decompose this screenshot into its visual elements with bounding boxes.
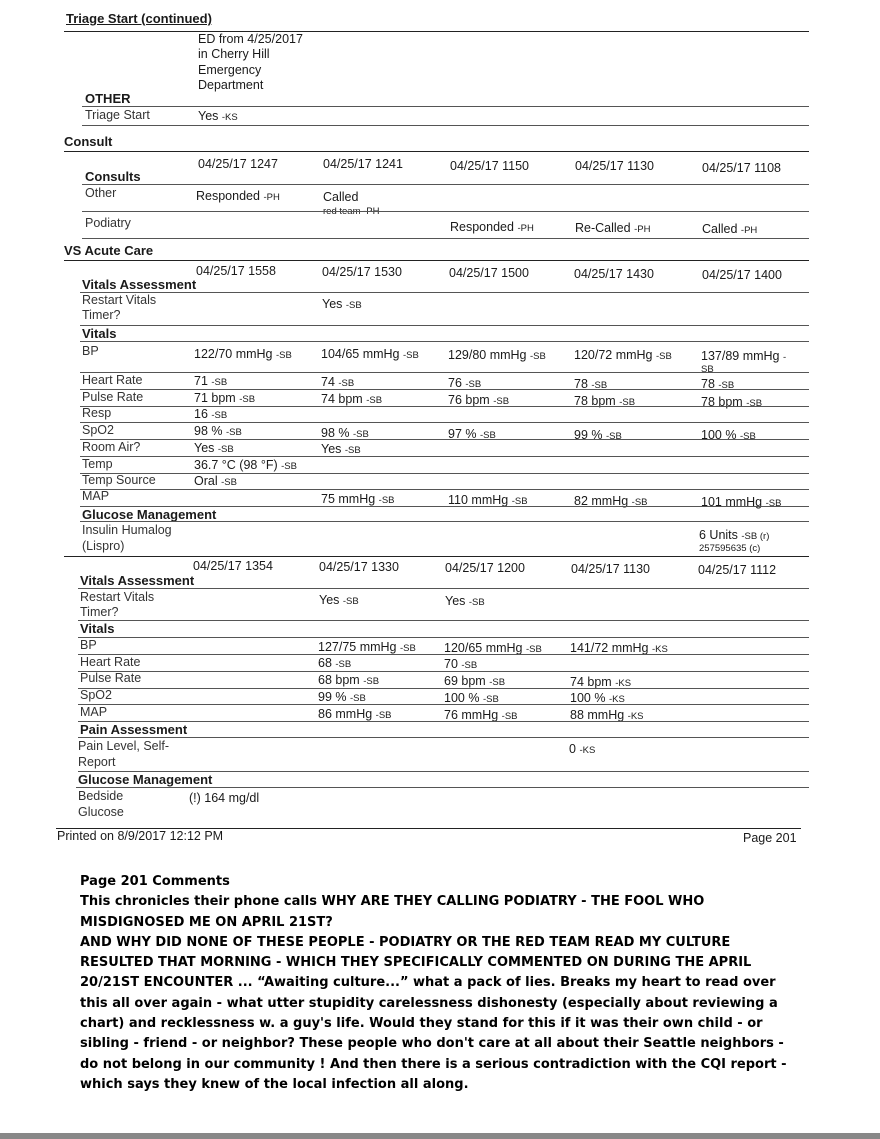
spo2-value: 99 % -SB (574, 428, 622, 442)
restart-vitals-label: Restart Vitals (80, 590, 155, 604)
glucose-subheading: Glucose Management (78, 772, 213, 787)
pulse-rate-value: 69 bpm -SB (444, 674, 506, 688)
pain-subheading: Pain Assessment (80, 722, 188, 737)
spo2-value: 99 % -SB (318, 690, 366, 704)
map-value: 101 mmHg -SB (701, 495, 782, 509)
bedside-glucose-label: Bedside (78, 789, 124, 803)
room-air-value: Yes -SB (321, 442, 361, 456)
heart-rate-value: 76 -SB (448, 376, 482, 390)
podiatry-value: Called -PH (702, 222, 758, 236)
bp-value: 104/65 mmHg -SB (321, 347, 419, 361)
vs-date: 04/25/17 1200 (445, 561, 525, 575)
other-subheading: OTHER (85, 91, 131, 106)
map-value: 88 mmHg -KS (570, 708, 644, 722)
pulse-rate-label: Pulse Rate (82, 390, 144, 404)
vs-date: 04/25/17 1112 (698, 563, 777, 577)
comments-paragraph: This chronicles their phone calls WHY ARE THEY CALLING PODIATRY - THE FOOL WHO MISDIGNOSED ME ON APRIL 21ST? (80, 894, 705, 930)
heart-rate-value: 78 -SB (574, 377, 608, 391)
pulse-rate-value: 68 bpm -SB (318, 673, 380, 687)
restart-vitals-value: Yes -SB (322, 297, 362, 311)
podiatry-value: Re-Called -PH (575, 221, 651, 235)
map-value: 110 mmHg -SB (448, 493, 528, 507)
scan-bottom-edge (0, 1133, 880, 1139)
pain-level-value: 0 -KS (569, 742, 596, 756)
temp-source-label: Temp Source (82, 473, 156, 487)
pulse-rate-value: 76 bpm -SB (448, 393, 510, 407)
room-air-label: Room Air? (82, 440, 141, 454)
bp-value: 120/65 mmHg -SB (444, 641, 542, 655)
ed-line: Department (198, 78, 264, 92)
vs-date: 04/25/17 1430 (574, 267, 654, 281)
vs-date: 04/25/17 1330 (319, 560, 399, 574)
consult-other-note: red team -PH (323, 206, 380, 217)
spo2-value: 98 % -SB (194, 424, 242, 438)
vs-date: 04/25/17 1130 (571, 562, 651, 576)
insulin-value: 6 Units -SB (r) (699, 528, 770, 542)
vitals-assessment-subheading: Vitals Assessment (82, 277, 197, 292)
bp-value: 122/70 mmHg -SB (194, 347, 292, 361)
vitals-assessment-subheading: Vitals Assessment (80, 573, 195, 588)
consult-other-value: Called (323, 190, 359, 204)
vs-date: 04/25/17 1354 (193, 559, 273, 573)
page-number: Page 201 (743, 831, 797, 845)
comments-title: Page 201 Comments (80, 874, 230, 889)
consult-date: 04/25/17 1108 (702, 161, 782, 175)
bp-value: 129/80 mmHg -SB (448, 348, 546, 362)
bedside-glucose-value: (!) 164 mg/dl (189, 791, 260, 805)
restart-vitals-value: Yes -SB (319, 593, 359, 607)
vs-date: 04/25/17 1400 (702, 268, 782, 282)
pulse-rate-value: 71 bpm -SB (194, 391, 256, 405)
spo2-value: 100 % -SB (701, 428, 756, 442)
restart-vitals-label: Restart Vitals (82, 293, 157, 307)
heart-rate-value: 70 -SB (444, 657, 478, 671)
pulse-rate-label: Pulse Rate (80, 671, 142, 685)
consult-date: 04/25/17 1247 (198, 157, 278, 171)
restart-vitals-label: Timer? (80, 605, 119, 619)
pulse-rate-value: 78 bpm -SB (574, 394, 636, 408)
heart-rate-label: Heart Rate (80, 655, 141, 669)
map-value: 82 mmHg -SB (574, 494, 648, 508)
vs-date: 04/25/17 1530 (322, 265, 402, 279)
temp-label: Temp (82, 457, 113, 471)
restart-vitals-label: Timer? (82, 308, 121, 322)
vitals-subheading: Vitals (82, 326, 117, 341)
map-label: MAP (80, 705, 108, 719)
pulse-rate-value: 74 bpm -KS (570, 675, 632, 689)
spo2-value: 97 % -SB (448, 427, 496, 441)
spo2-value: 98 % -SB (321, 426, 369, 440)
triage-section-title: Triage Start (continued) (66, 11, 212, 26)
spo2-label: SpO2 (80, 688, 112, 702)
insulin-note: 257595635 (c) (699, 543, 761, 554)
bp-value: 141/72 mmHg -KS (570, 641, 668, 655)
ed-line: in Cherry Hill (198, 47, 270, 61)
map-value: 75 mmHg -SB (321, 492, 395, 506)
bp-label: BP (82, 344, 99, 358)
consult-date: 04/25/17 1130 (575, 159, 655, 173)
triage-start-value: Yes -KS (198, 109, 238, 123)
glucose-subheading: Glucose Management (82, 507, 217, 522)
pain-level-label: Report (78, 755, 116, 769)
map-label: MAP (82, 489, 110, 503)
consults-subheading: Consults (85, 169, 141, 184)
temp-source-value: Oral -SB (194, 474, 237, 488)
spo2-label: SpO2 (82, 423, 114, 437)
consult-other-label: Other (85, 186, 117, 200)
insulin-label: (Lispro) (82, 539, 125, 553)
vs-section-title: VS Acute Care (64, 243, 154, 258)
resp-label: Resp (82, 406, 112, 420)
page-comments (80, 872, 800, 1095)
heart-rate-value: 78 -SB (701, 377, 735, 391)
consult-date: 04/25/17 1150 (450, 159, 530, 173)
map-value: 76 mmHg -SB (444, 708, 518, 722)
pain-level-label: Pain Level, Self- (78, 739, 170, 753)
triage-start-label: Triage Start (85, 108, 150, 122)
bedside-glucose-label: Glucose (78, 805, 124, 819)
temp-value: 36.7 °C (98 °F) -SB (194, 458, 297, 472)
restart-vitals-value: Yes -SB (445, 594, 485, 608)
spo2-value: 100 % -SB (444, 691, 499, 705)
heart-rate-value: 74 -SB (321, 375, 355, 389)
bp-value: 127/75 mmHg -SB (318, 640, 416, 654)
comments-paragraph: AND WHY DID NONE OF THESE PEOPLE - PODIATRY OR THE RED TEAM READ MY CULTURE RESULTED THAT MORNING - WHICH THEY SPECIFICALLY COMMENTED ON DURING THE APRIL 20/21ST ENCOUNTER ... “Awaiting culture...” what a pack of lies. Breaks my heart to read over this all over again - what utter stupidity carelessness dishonesty (especially about reviewing a chart) and recklessness w. a guy's life. Would they stand for this if it was their own child - or sibling - friend - or neighbor? These people who don't care at all about their Seattle neighbors - do not belong in our community ! And then there is a serious contradiction with the CQI report - which says they knew of the local infection all along. (80, 934, 787, 1092)
printed-date: Printed on 8/9/2017 12:12 PM (57, 829, 224, 843)
spo2-value: 100 % -KS (570, 691, 625, 705)
consult-other-value: Responded -PH (196, 189, 280, 203)
consult-date: 04/25/17 1241 (323, 157, 403, 171)
heart-rate-value: 71 -SB (194, 374, 228, 388)
vs-date: 04/25/17 1500 (449, 266, 529, 280)
podiatry-value: Responded -PH (450, 220, 534, 234)
resp-value: 16 -SB (194, 407, 228, 421)
heart-rate-label: Heart Rate (82, 373, 143, 387)
vs-date: 04/25/17 1558 (196, 264, 276, 278)
vitals-subheading: Vitals (80, 621, 115, 636)
pulse-rate-value: 78 bpm -SB (701, 395, 763, 409)
bp-value: 137/89 mmHg - (701, 349, 787, 363)
bp-value-wrap: SB (701, 364, 714, 375)
room-air-value: Yes -SB (194, 441, 234, 455)
bp-value: 120/72 mmHg -SB (574, 348, 672, 362)
heart-rate-value: 68 -SB (318, 656, 352, 670)
bp-label: BP (80, 638, 97, 652)
ed-line: Emergency (198, 63, 262, 77)
podiatry-label: Podiatry (85, 216, 131, 230)
ed-line: ED from 4/25/2017 (198, 32, 303, 46)
pulse-rate-value: 74 bpm -SB (321, 392, 383, 406)
consult-section-title: Consult (64, 134, 113, 149)
insulin-label: Insulin Humalog (82, 523, 172, 537)
map-value: 86 mmHg -SB (318, 707, 392, 721)
